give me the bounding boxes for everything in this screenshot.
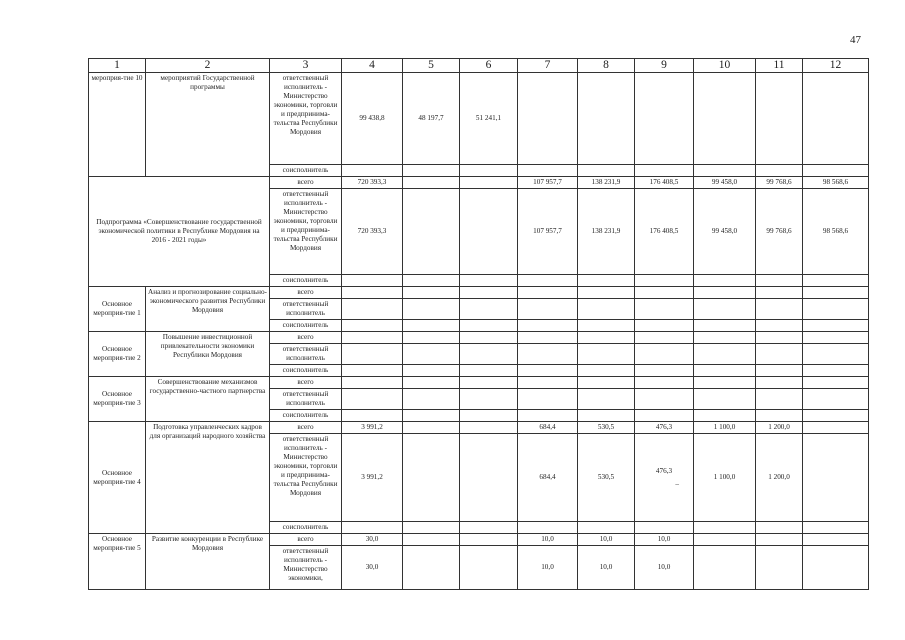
value-cell	[518, 73, 578, 165]
value-cell	[694, 546, 756, 590]
value-cell	[694, 73, 756, 165]
value-cell	[635, 73, 694, 165]
executor-cell: соисполнитель	[270, 275, 342, 287]
column-header: 4	[342, 59, 403, 73]
executor-cell: ответственный исполнитель	[270, 344, 342, 365]
value-cell	[803, 434, 869, 522]
value-cell	[694, 534, 756, 546]
executor-cell: соисполнитель	[270, 522, 342, 534]
executor-cell: соисполнитель	[270, 410, 342, 422]
measure-name: Подготовка управленческих кадров для организаций народного хозяйства	[146, 422, 270, 534]
value-cell: 99 438,8	[342, 73, 403, 165]
column-header: 10	[694, 59, 756, 73]
value-cell: 720 393,3	[342, 177, 403, 189]
executor-cell: всего	[270, 177, 342, 189]
value-cell: 176 408,5	[635, 189, 694, 275]
executor-cell: соисполнитель	[270, 365, 342, 377]
dash-mark: –	[675, 479, 679, 488]
value-cell: 3 991,2	[342, 434, 403, 522]
value-cell: 30,0	[342, 534, 403, 546]
executor-cell: ответственный исполнитель - Министерство экономики, торговли и предпринима-тельства Республики Мордовия	[270, 189, 342, 275]
measure-name: Развитие конкуренции в Республике Мордовия	[146, 534, 270, 590]
value-cell	[756, 73, 803, 165]
program-table	[88, 58, 869, 590]
measure-cell: Основное мероприя-тие 2	[89, 332, 146, 377]
value-cell	[803, 73, 869, 165]
measure-cell: Основное мероприя-тие 4	[89, 422, 146, 534]
value-cell	[803, 422, 869, 434]
column-header: 3	[270, 59, 342, 73]
value-cell: 10,0	[635, 546, 694, 590]
value-cell: 10,0	[578, 546, 635, 590]
page-number: 47	[850, 34, 861, 46]
column-header: 8	[578, 59, 635, 73]
value-cell	[460, 534, 518, 546]
value-cell	[803, 534, 869, 546]
value-cell: 3 991,2	[342, 422, 403, 434]
column-header: 7	[518, 59, 578, 73]
table-row	[89, 422, 869, 434]
executor-cell: соисполнитель	[270, 165, 342, 177]
executor-cell: всего	[270, 332, 342, 344]
table-row	[89, 377, 869, 389]
column-header: 11	[756, 59, 803, 73]
column-header: 6	[460, 59, 518, 73]
table-row	[89, 73, 869, 165]
value-cell	[635, 434, 694, 522]
value-cell	[756, 534, 803, 546]
value-cell	[460, 189, 518, 275]
value-cell: 10,0	[578, 534, 635, 546]
table-row	[89, 177, 869, 189]
value-cell	[578, 73, 635, 165]
executor-cell: ответственный исполнитель - Министерство экономики, торговли и предпринима-тельства Республики Мордовия	[270, 73, 342, 165]
value-cell: 99 768,6	[756, 177, 803, 189]
table-row	[89, 287, 869, 299]
column-header: 2	[146, 59, 270, 73]
value-cell: 10,0	[518, 546, 578, 590]
value-cell: 99 768,6	[756, 189, 803, 275]
value-cell	[460, 177, 518, 189]
measure-cell: Основное мероприя-тие 1	[89, 287, 146, 332]
value-cell: 684,4	[518, 422, 578, 434]
value-cell: 1 100,0	[694, 434, 756, 522]
value-cell: 1 200,0	[756, 434, 803, 522]
value-cell: 99 458,0	[694, 177, 756, 189]
value-cell: 138 231,9	[578, 177, 635, 189]
measure-cell: Основное мероприя-тие 5	[89, 534, 146, 590]
executor-cell: всего	[270, 534, 342, 546]
value-cell: 10,0	[518, 534, 578, 546]
value-cell	[403, 422, 460, 434]
measure-name: Анализ и прогнозирование социально-экономического развития Республики Мордовия	[146, 287, 270, 332]
value-cell	[803, 546, 869, 590]
value-cell: 138 231,9	[578, 189, 635, 275]
value-cell: 530,5	[578, 434, 635, 522]
executor-cell: ответственный исполнитель - Министерство экономики, торговли и предпринима-тельства Республики Мордовия	[270, 434, 342, 522]
value-cell	[403, 546, 460, 590]
value-cell: 530,5	[578, 422, 635, 434]
value-cell: 98 568,6	[803, 189, 869, 275]
table-row	[89, 534, 869, 546]
executor-cell: ответственный исполнитель - Министерство экономики,	[270, 546, 342, 590]
value-cell	[403, 189, 460, 275]
value-cell: 99 458,0	[694, 189, 756, 275]
value-cell: 1 200,0	[756, 422, 803, 434]
value-cell: 48 197,7	[403, 73, 460, 165]
executor-cell: соисполнитель	[270, 320, 342, 332]
value-cell	[460, 546, 518, 590]
value-cell	[403, 434, 460, 522]
column-header: 12	[803, 59, 869, 73]
column-header: 9	[635, 59, 694, 73]
measure-name: Повышение инвестиционной привлекательности экономики Республики Мордовия	[146, 332, 270, 377]
value-cell: 10,0	[635, 534, 694, 546]
executor-cell: ответственный исполнитель	[270, 299, 342, 320]
value-cell: 107 957,7	[518, 189, 578, 275]
value-cell: 176 408,5	[635, 177, 694, 189]
table-row	[89, 332, 869, 344]
measure-cell: Основное мероприя-тие 3	[89, 377, 146, 422]
measure-name: мероприятий Государственной программы	[146, 73, 270, 177]
value-cell: 107 957,7	[518, 177, 578, 189]
value-cell: 98 568,6	[803, 177, 869, 189]
value-cell	[460, 422, 518, 434]
value-cell: 30,0	[342, 546, 403, 590]
executor-cell: всего	[270, 377, 342, 389]
measure-name: Совершенствование механизмов государственно-частного партнерства	[146, 377, 270, 422]
column-header: 5	[403, 59, 460, 73]
value-cell: 1 100,0	[694, 422, 756, 434]
executor-cell: всего	[270, 287, 342, 299]
value-text: 476,3	[655, 466, 673, 475]
header-row	[89, 59, 869, 73]
executor-cell: ответственный исполнитель	[270, 389, 342, 410]
column-header: 1	[89, 59, 146, 73]
value-cell: 476,3	[635, 422, 694, 434]
value-cell	[460, 434, 518, 522]
value-cell: 51 241,1	[460, 73, 518, 165]
value-cell	[403, 534, 460, 546]
executor-cell: всего	[270, 422, 342, 434]
value-cell: 720 393,3	[342, 189, 403, 275]
subprogram-title: Подпрограмма «Совершенствование государственной экономической политики в Республике Мордовия на 2016 - 2021 годы»	[89, 177, 270, 287]
value-cell: 684,4	[518, 434, 578, 522]
value-cell	[403, 177, 460, 189]
value-cell	[756, 546, 803, 590]
measure-cell: мероприя-тие 10	[89, 73, 146, 177]
